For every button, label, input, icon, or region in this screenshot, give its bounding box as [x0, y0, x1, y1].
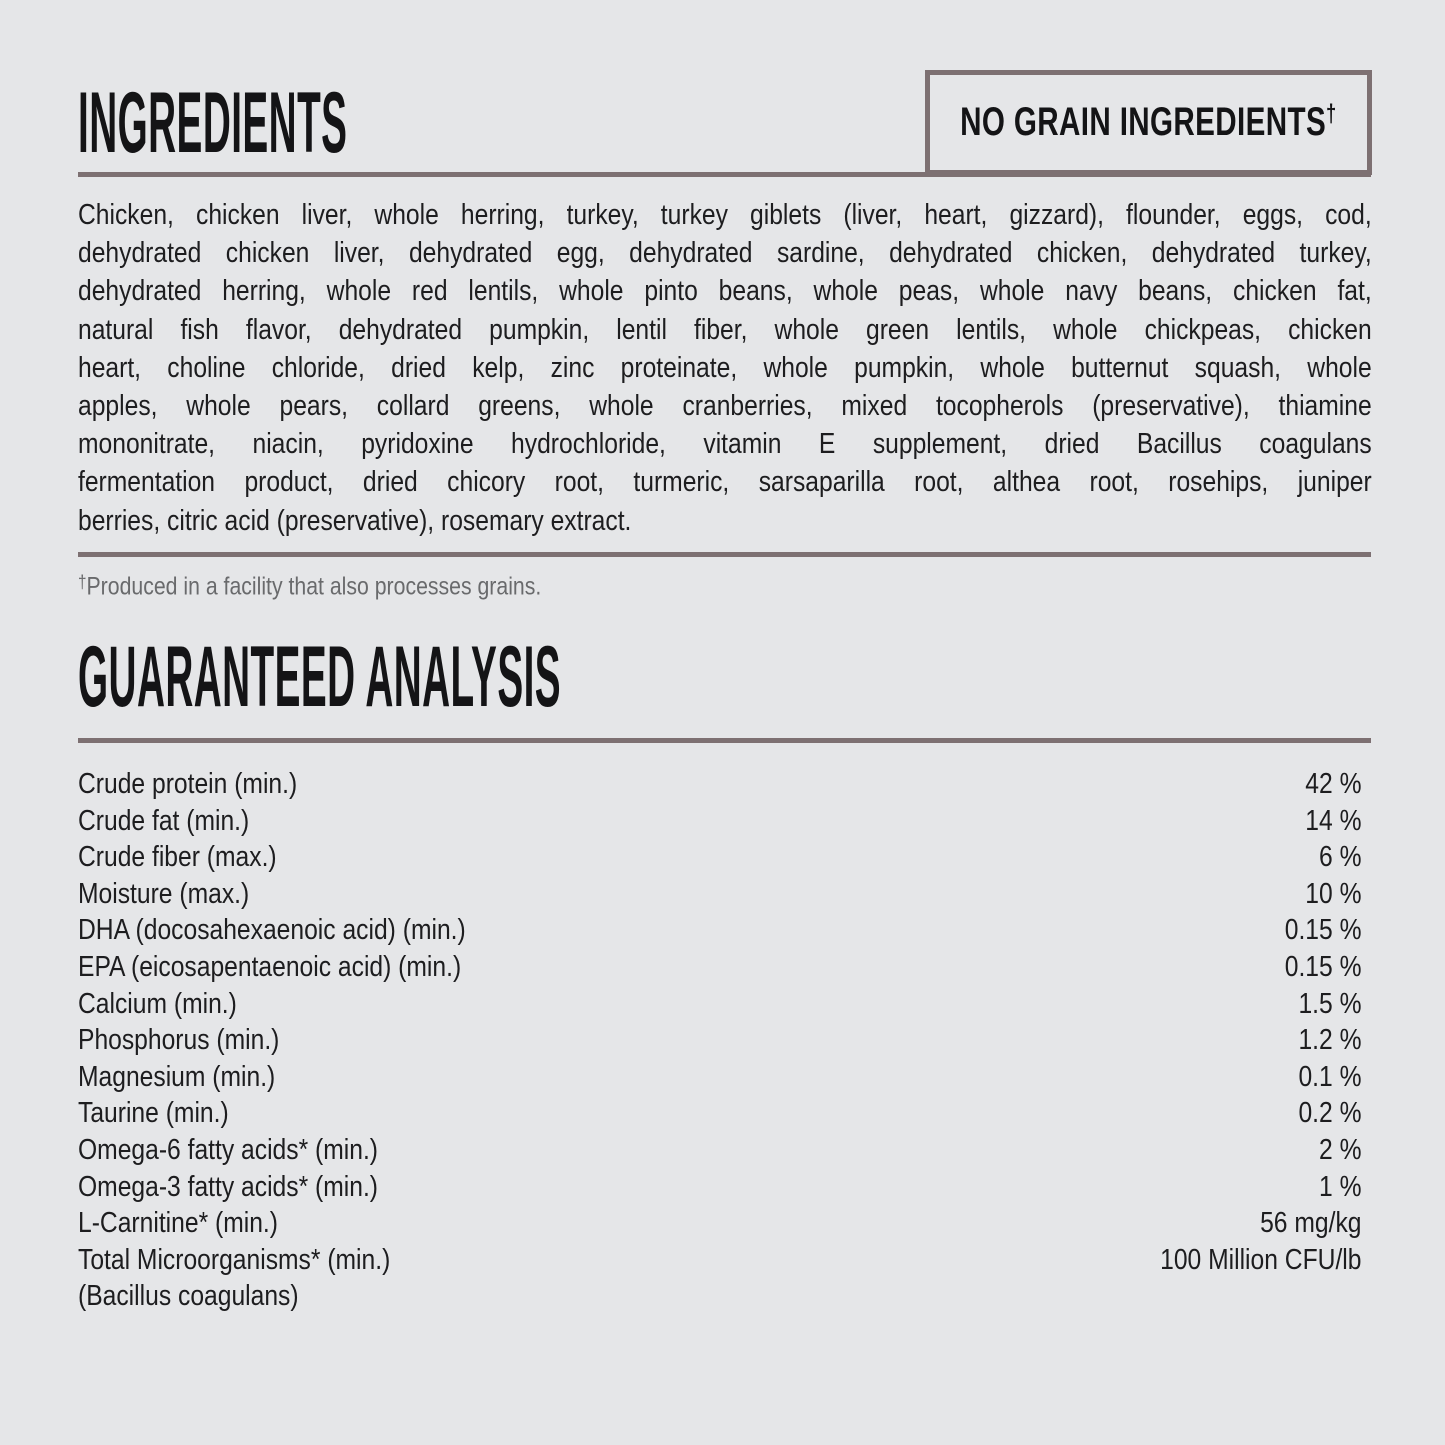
analysis-row [78, 949, 1372, 986]
analysis-row [78, 1095, 1372, 1132]
ingredients-line: fermentation product, dried chicory root, turmeric, sarsaparilla root, althea root, rosehips, juniper [78, 466, 1372, 499]
analysis-title [78, 629, 1151, 725]
analysis-table [78, 766, 1372, 1315]
analysis-row-value: 0.15 % [1284, 914, 1362, 947]
ingredients-line: berries, citric acid (preservative), rosemary extract. [78, 504, 632, 537]
ingredients-line: Chicken, chicken liver, whole herring, turkey, turkey giblets (liver, heart, gizzard), flounder, eggs, cod, [78, 199, 1372, 231]
analysis-row-value: 1.5 % [1298, 987, 1362, 1020]
paragraph-divider [78, 552, 1371, 557]
analysis-row-value: 14 % [1305, 804, 1362, 837]
analysis-row-value: 2 % [1319, 1133, 1362, 1166]
analysis-row-value: 1 % [1319, 1170, 1362, 1203]
analysis-row-label: Omega-3 fatty acids* (min.) [78, 1170, 379, 1203]
analysis-row-label: DHA (docosahexaenoic acid) (min.) [78, 914, 466, 947]
ingredients-title [78, 75, 677, 171]
analysis-row [78, 986, 1372, 1023]
analysis-row-label: EPA (eicosapentaenoic acid) (min.) [78, 950, 462, 983]
analysis-row-label: Crude fat (min.) [78, 804, 250, 837]
analysis-row [78, 1242, 1372, 1279]
dagger-footnote-icon: † [78, 572, 87, 592]
ingredients-paragraph [78, 196, 1372, 540]
analysis-row [78, 1278, 1372, 1315]
analysis-row [78, 1132, 1372, 1169]
no-grain-badge-text [960, 100, 1336, 145]
analysis-row [78, 1022, 1372, 1059]
analysis-row-label: Total Microorganisms* (min.) [78, 1243, 391, 1276]
analysis-row-label: Magnesium (min.) [78, 1060, 276, 1093]
analysis-row-value: 1.2 % [1298, 1024, 1362, 1057]
ingredients-line: dehydrated chicken liver, dehydrated egg, dehydrated sardine, dehydrated chicken, dehydrated turkey, [78, 237, 1372, 270]
grain-footnote-text: Produced in a facility that also processes grains. [86, 572, 542, 601]
ingredients-line: mononitrate, niacin, pyridoxine hydrochloride, vitamin E supplement, dried Bacillus coagulans [78, 428, 1372, 461]
ingredients-line: dehydrated herring, whole red lentils, whole pinto beans, whole peas, whole navy beans, chicken fat, [78, 275, 1372, 308]
no-grain-badge [925, 70, 1372, 175]
ingredients-line: apples, whole pears, collard greens, whole cranberries, mixed tocopherols (preservative), thiamine [78, 390, 1372, 423]
analysis-row [78, 876, 1372, 913]
analysis-row [78, 1205, 1372, 1242]
grain-footnote [78, 572, 1372, 601]
analysis-row-label: Crude fiber (max.) [78, 841, 277, 874]
analysis-row-label: Omega-6 fatty acids* (min.) [78, 1133, 379, 1166]
analysis-row-label: Phosphorus (min.) [78, 1024, 280, 1057]
analysis-row-value: 6 % [1319, 841, 1362, 874]
ingredients-line: heart, choline chloride, dried kelp, zinc proteinate, whole pumpkin, whole butternut squash, whole [78, 351, 1372, 384]
no-grain-badge-label: NO GRAIN INGREDIENTS [960, 100, 1327, 144]
analysis-row [78, 912, 1372, 949]
analysis-row-label: Taurine (min.) [78, 1097, 229, 1130]
analysis-row-label: Calcium (min.) [78, 987, 237, 1020]
dagger-superscript: † [1326, 100, 1337, 128]
analysis-row-label: L-Carnitine* (min.) [78, 1207, 279, 1240]
analysis-row-label: (Bacillus coagulans) [78, 1280, 299, 1313]
analysis-row-label: Moisture (max.) [78, 877, 250, 910]
analysis-row-value: 100 Million CFU/lb [1160, 1243, 1362, 1276]
analysis-row [78, 839, 1372, 876]
analysis-row-value: 0.1 % [1298, 1060, 1362, 1093]
analysis-row-value: 42 % [1305, 768, 1362, 800]
analysis-row [78, 1059, 1372, 1096]
analysis-row [78, 766, 1372, 803]
ingredients-divider [78, 172, 1371, 177]
ingredients-title-text: INGREDIENTS [78, 75, 348, 171]
analysis-row-label: Crude protein (min.) [78, 768, 298, 800]
analysis-row-value: 0.2 % [1298, 1097, 1362, 1130]
analysis-divider [78, 738, 1371, 743]
analysis-row-value: 10 % [1305, 877, 1362, 910]
analysis-row [78, 1169, 1372, 1206]
analysis-row-value: 0.15 % [1284, 950, 1362, 983]
ingredients-line: natural fish flavor, dehydrated pumpkin, lentil fiber, whole green lentils, whole chickpeas, chicken [78, 313, 1372, 346]
analysis-row [78, 803, 1372, 840]
analysis-row-value: 56 mg/kg [1260, 1207, 1362, 1240]
analysis-title-text: GUARANTEED ANALYSIS [78, 629, 562, 725]
